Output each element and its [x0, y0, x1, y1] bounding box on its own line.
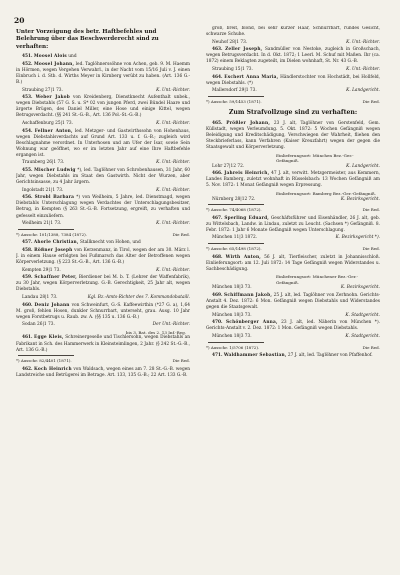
entry-court-line: [212, 197, 380, 203]
entry-number: 452.: [22, 61, 33, 67]
entry-number: 464.: [212, 74, 223, 80]
entry-name: Deniz Johann: [34, 302, 70, 308]
notice-entry: [16, 195, 190, 219]
entry-name: Waldhammer Sebastian,: [223, 353, 287, 359]
notice-entry: [16, 62, 190, 86]
entry-name: Ahorle Christian,: [33, 240, 79, 246]
entry-text: led. Taglöhnerssöhne von Achen, geb. 9. M. Haemm in Hörmen, wegen Vergehen Verwahrl., in der Nacht vom 15/16 Juli v. J. einen Einbruch i. d. Stb. d. Wirths Meyer in Kirnberg verübt zu haben. (Art. 136 G.-B.): [16, 61, 190, 85]
notice-entry: [16, 275, 190, 293]
place-date: Aschaffenburg 25|1 73.: [22, 121, 73, 127]
notice-entry: [16, 248, 190, 266]
footnote-text: *) Ausschr. 101/1388, 7384 (1872).: [16, 231, 87, 237]
entry-text: von Waldsach, wegen eines am 7. 28 St.-G.-B. wegen Landstreiche und Betrügerei im Betrage. Art. 133, 135 G.-B.; 22 Art. 133 G.-B.: [16, 366, 190, 378]
delivery-note: bis 3. Bat. des 2. 13 Inf.-Reg.: [125, 329, 186, 335]
place-date: Ingolstadt 21|1 73.: [22, 187, 64, 193]
issuing-court: Kgl. Bz.-Amts-Richter des 7. Kommandobataill.: [87, 295, 190, 301]
place-date: Landau 28|1 73.: [22, 295, 58, 301]
entry-number: 460.: [22, 302, 33, 308]
footnote-rule: [18, 229, 74, 230]
footnote-signature: Die Red.: [362, 207, 380, 213]
entry-name: Wirth Anton,: [225, 254, 261, 260]
footnote-signature: Die Red.: [172, 358, 190, 364]
place-date: Sodan 26|1 73.: [22, 322, 55, 328]
delivery-note: Einlieferungsort: Münchener Bez.-Ger.-Gefängniß.: [276, 274, 358, 285]
notice-entry: [206, 121, 380, 151]
entry-text: 23 J. alt, led. Näherin von München *). Gerichts-Anstalt v. 2. Dez. 1872: 1 Mon. Gefängniß wegen Diebstahls.: [206, 320, 380, 332]
delivery-note: Einlieferungsort: Bamberg Bez.-Ger.-Gefängniß.: [276, 191, 376, 197]
notice-entry: [16, 95, 190, 119]
footnote-rule: [208, 243, 264, 244]
entry-number: 454.: [22, 128, 33, 134]
issuing-court: K. Bezirksgericht.: [340, 196, 380, 202]
footnote: [16, 358, 190, 364]
entry-name: Koch Heinrich: [34, 366, 72, 372]
place-date: München 18|3 73.: [212, 285, 252, 291]
place-date: Straubing 15|1 73.: [212, 67, 253, 73]
entry-court-line: [22, 160, 190, 166]
entry-number: 466.: [212, 171, 223, 177]
entry-name: Strobl Barbara: [34, 195, 75, 201]
footnote: [206, 246, 380, 252]
entry-number: 455.: [22, 168, 33, 174]
entry-name: Schaffner Peter,: [34, 275, 77, 281]
notice-entry: [206, 47, 380, 65]
entry-number: 468.: [212, 254, 223, 260]
notice-entry: [206, 75, 380, 87]
notice-entry: [206, 171, 380, 189]
entry-name: Eschert Anna Maria,: [224, 74, 279, 80]
notice-entry: [206, 293, 380, 311]
issuing-court: K. Unt.-Richter.: [156, 187, 190, 193]
footnote-rule: [208, 342, 264, 343]
notice-entry: [16, 335, 190, 353]
footnote: [206, 345, 380, 351]
right-column: [206, 26, 380, 572]
entry-name: Sperling Eduard,: [224, 215, 269, 221]
entry-text: *), led. Taglöhner von Schrobenhausen, 31 Jahr, 60 Jahr, wegen Diebstahls im Staat den Gastwirth. Nicht der Wurzen, aber Gerichtsinsasse, zu 4 Jahr ärgern.: [16, 168, 190, 186]
issuing-court: K. Unt.-Richter.: [156, 221, 190, 227]
notice-entry: [16, 303, 190, 321]
entry-text: Schreinergeselle und Tischlersohn, wegen Diebstahls an Fabrikant in Sch. des Hammerwerk in Kleinsteimlingen, 2 Jahr. (§ 242 St.-G.-B., Art. 136 G.-B.): [16, 335, 190, 353]
issuing-court: K. Landgericht.: [346, 88, 380, 94]
entry-text: Geschäftsführer und Eisenhändler, 26 J. alt, geb. zu Wittelsbach, Landw. in Lindau, zuletzt zu Leucht. (Sachsen *) Gefängniß. 8. Febr. 1872: 1 Jahr 6 Monate Gefängniß wegen Unterschlagung.: [206, 215, 380, 233]
place-date: München 11|3 1872.: [212, 235, 258, 241]
entry-text: groß, breit, blond, bei sehr kurzer Haar, Schnurrbart, rundes Gesicht, schwarze Schuhe.: [206, 26, 380, 38]
issuing-court: Der Unt.-Richter.: [152, 322, 190, 328]
entry-number: 456.: [22, 195, 33, 201]
entry-name: Fellner Anton,: [34, 128, 73, 134]
issuing-court: K. Bezirksgericht.: [340, 285, 380, 291]
entry-court-line: [22, 88, 190, 94]
place-date: Traunberg 26|1 73.: [22, 160, 65, 166]
entry-text: Sandmüller von Nestoke, zugleich in Großschach, wegen Betrugsverdacht. In d. Okt. 1872; 1 Leerl. M. Schuf mit Maßen. Ihr (ca. 1872) einem Beklagten zugeteilt, im Dielen wohnhaft, St. Nr. 43 G.-B.: [206, 47, 380, 65]
entry-number: 453.: [22, 95, 33, 101]
entry-number: 470.: [212, 320, 223, 326]
notice-entry: [16, 129, 190, 159]
entry-number: 469.: [212, 292, 223, 298]
entry-name: Schönberger Anna,: [225, 320, 278, 326]
entry-name: Prößler Johann,: [226, 120, 271, 126]
entry-number: 459.: [22, 275, 33, 281]
entry-text: von Kreidenberg, Dienstknecht Aufenthalt unbek., wegen Diebstahls (57 G. S. u. S* 02 von jungen Pferd, zwei Bündel Haare und ärgerte Brügen, des Daniel Miller, eine Hose und einige Kittel, wegen Betrugsverdacht. (§§ 241 St.-G.-B., Art. 136 Pol.-St.-G.-B.): [16, 95, 190, 119]
entry-text: 25 J. alt, led. Taglöhner von Zerhnohn. Gerichts-Anstalt 4. Dez. 1872: 6 Mon. Gefängniß wegen Diebstahls und Widerstandes gegen die Staatsgewalt.: [206, 292, 380, 311]
issuing-court: K. Bezirksgericht *).: [335, 235, 380, 241]
entry-name: Moosel Alois: [33, 54, 67, 60]
entry-name: Egge Kleis,: [34, 335, 64, 341]
place-date: Mallersdorf 29|1 73.: [212, 88, 257, 94]
notice-entry: [206, 255, 380, 273]
footnote-signature: Die Red.: [362, 246, 380, 252]
entry-name: Rößner Joseph: [34, 247, 73, 253]
footnote-text: *) Ausschr. 59/1453 (1871).: [206, 98, 262, 104]
entry-text: Bierdiener bei M. b. T. (Lehrer der Waffenfabrik), zu 30 Jahr, wegen Körperverletzung. G.-B. Gerechtigkeit, 25 Jahr alt, wegen Diebstahls.: [16, 275, 190, 293]
entry-court-line: [212, 40, 380, 46]
entry-number: 457.: [22, 240, 33, 246]
entry-court-line: [22, 188, 190, 194]
issuing-court: K. Unt.-Richter.: [156, 160, 190, 166]
issuing-court: K. Unt.-Richter.: [156, 87, 190, 93]
issuing-court: K. Stadtgericht.: [345, 334, 380, 339]
footnote-signature: Die Red.: [172, 231, 190, 237]
entry-court-line: [22, 268, 190, 274]
issuing-court: K. Unt.-Richter.: [156, 121, 190, 127]
entry-text: Händlerstochter von Hochstädt, bei Hollfeld, wegen Diebstahls. (*): [206, 74, 380, 86]
entry-name: Mischer Ludwig: [34, 168, 76, 174]
footnote: [16, 232, 190, 238]
issuing-court: K. Unt.-Richter.: [346, 39, 380, 45]
entry-court-line: [212, 164, 380, 170]
issuing-court: K. Unt.-Richter.: [156, 267, 190, 273]
entry-court-line: [22, 295, 190, 301]
entry-court-line: [212, 313, 380, 319]
notice-entry: [16, 168, 190, 186]
entry-text: 47 J. alt, verwitt. Metzgermeister, aus Kemmern, Landes Bamberg, zuletzt wohnhaft in Rüsselsbach: 13 Wochen Gefängniß am 5. Nov. 1872: 1 Monat Gefängniß wegen Erpressung.: [206, 171, 380, 189]
page-number: 20: [14, 16, 25, 25]
place-date: München 18|3 73.: [212, 312, 252, 318]
place-date: Weilheim 21|1 73.: [22, 221, 62, 227]
entry-number: 451.: [22, 54, 33, 60]
left-column: [16, 26, 190, 572]
entry-text: und: [68, 54, 77, 60]
footnote-signature: Die Red.: [362, 98, 380, 104]
entry-number: 465.: [212, 120, 223, 126]
entry-number: 463.: [212, 47, 223, 53]
entry-court-line: [212, 235, 380, 241]
footnote-text: *) Ausschr. 82/4401 (1871).: [16, 358, 72, 364]
place-date: Nürnberg 28|12 72.: [212, 196, 256, 202]
entry-text: 56 J. alt, Tierfleischer, zuletzt in Johannisschloß. Einlieferungsort: am 12. Juli 1872: 14 Tage Gefängniß wegen Widerstandes u. Sachbeschädigung.: [206, 254, 380, 272]
entry-court-line: [22, 121, 190, 127]
entry-court-line: [212, 88, 380, 94]
notice-entry: [16, 54, 190, 60]
entry-name: Weber Jakob: [35, 95, 70, 101]
notice-entry: [206, 320, 380, 332]
section-heading: Zum Strafvollzuge sind zu verhaften:: [228, 109, 358, 117]
notice-entry: [16, 367, 190, 379]
notice-entry: [16, 240, 190, 246]
entry-number: 467.: [212, 215, 223, 221]
footnote-signature: Die Red.: [362, 344, 380, 350]
entry-text: von Schweinfurt, G.-S. Kaffeewirthin (*27 G. a), 1,64 M. groß, fehlen Hosen, dunkler Schnurrbart, unterseht, grau. Ausg. 10 Jahr wegen Forstbetrugs u. Raub. zw. A. (§§ 135 u. 136 G.-B.): [16, 302, 190, 320]
issuing-court: K. Stadtgericht.: [345, 312, 380, 318]
place-date: München 18|3 73.: [212, 334, 252, 339]
entry-court-line: [22, 322, 190, 328]
notice-entry: [206, 353, 380, 359]
place-date: Straubing 27|1 73.: [22, 87, 63, 93]
issuing-court: K. Landgericht.: [346, 163, 380, 169]
entry-text: 27 J. alt, led. Taglöhner von Pfaffenhof.: [287, 353, 373, 359]
entry-number: 461.: [22, 335, 33, 341]
notice-entry: [206, 26, 380, 38]
footnote: [206, 207, 380, 213]
footnote-rule: [18, 355, 74, 356]
issuing-court: K. Unt.-Richter.: [346, 67, 380, 73]
entry-name: Schiffmann Jakob,: [224, 292, 273, 298]
place-date: Lohr 27|12 72.: [212, 163, 245, 169]
footnote-rule: [208, 96, 264, 97]
footnote-text: *) Ausschr. 65/1498 (1872).: [206, 246, 262, 252]
section-heading: Unter Vorzeigung des betr. Haftbefehles und Belehrung über das Beschwerderecht sind zu verhaften:: [16, 29, 159, 50]
entry-court-line: [212, 67, 380, 73]
entry-text: led. Metzger- und Gastwirthssohn von Hohenhaus, wegen Diebstahlsverdachts auf Grund Art. 133 u. f. G.-B.; zugleich wird Beschlagnahme verordnet. In Unterhosen und am Ufer der Isar, sowie Sein Wohnung war geöffnet, wo er im letzten Jahr auf eine Ihre Haftbefehle ergangen ist.: [16, 128, 190, 158]
footnote: [206, 99, 380, 105]
entry-court-line: [212, 285, 380, 291]
entry-number: 462.: [22, 366, 33, 372]
footnote-rule: [208, 204, 264, 205]
entry-text: Stallknecht von Hohen, und: [79, 240, 141, 246]
entry-number: 471.: [212, 353, 223, 359]
entry-text: 23 J. alt, Taglöhner von Gerstenfeld, Gem. Küllstadt, wegen Verleumdung. 5. Okt. 1872: 5 Wochen Gefängniß wegen Beleidigung und Kreditschädigung, Verschwiegen der Wahrheit, fliehen den Steckbrieferlass, kann Verfahren (Kaiser Kreuzfahrt) wegen der gegen die Staatsgewalt und Körperverletzung.: [206, 120, 380, 151]
entry-name: Moosel Johann,: [33, 61, 75, 67]
entry-text: *) von Weilheim, 5 Jahre, led. Dienstmagd, wegen Diebstahls Unterschlagung wegen Verdachtes der Unterschlagungsbesitzer, Betrug, in Kempten (§ 263 St.-G.-B. Fortsetzung, ergreift, zu verhaften und gefesselt einzuliefern.: [16, 195, 190, 219]
notice-entry: [206, 216, 380, 234]
entry-court-line: [212, 334, 380, 340]
footnote-text: *) Ausschr. 1/5706 (1872).: [206, 344, 260, 350]
entry-name: Jahreis Heinrich,: [224, 171, 270, 177]
entry-name: Zeller Joseph,: [225, 47, 263, 53]
delivery-note: Einlieferungsort: München Bez.-Ger.-Gefängniß.: [276, 152, 354, 164]
entry-number: 458.: [22, 247, 33, 253]
place-date: Neuhof 28|1 73.: [212, 39, 248, 45]
footnote-text: *) Ausschr. 74/4068 (1872).: [206, 207, 262, 213]
entry-text: von Kerzenmanz, in Tirol, wegen der am 30. März l. J. in einem Hause erfolgten bei Fußmarsch das Alter der Betroffenen wegen Körperverletzung. (§ 223 St.-G.-B., Art. 136 G.-B.): [16, 247, 190, 266]
entry-court-line: [22, 221, 190, 227]
place-date: Kempten 29|1 73.: [22, 267, 61, 273]
